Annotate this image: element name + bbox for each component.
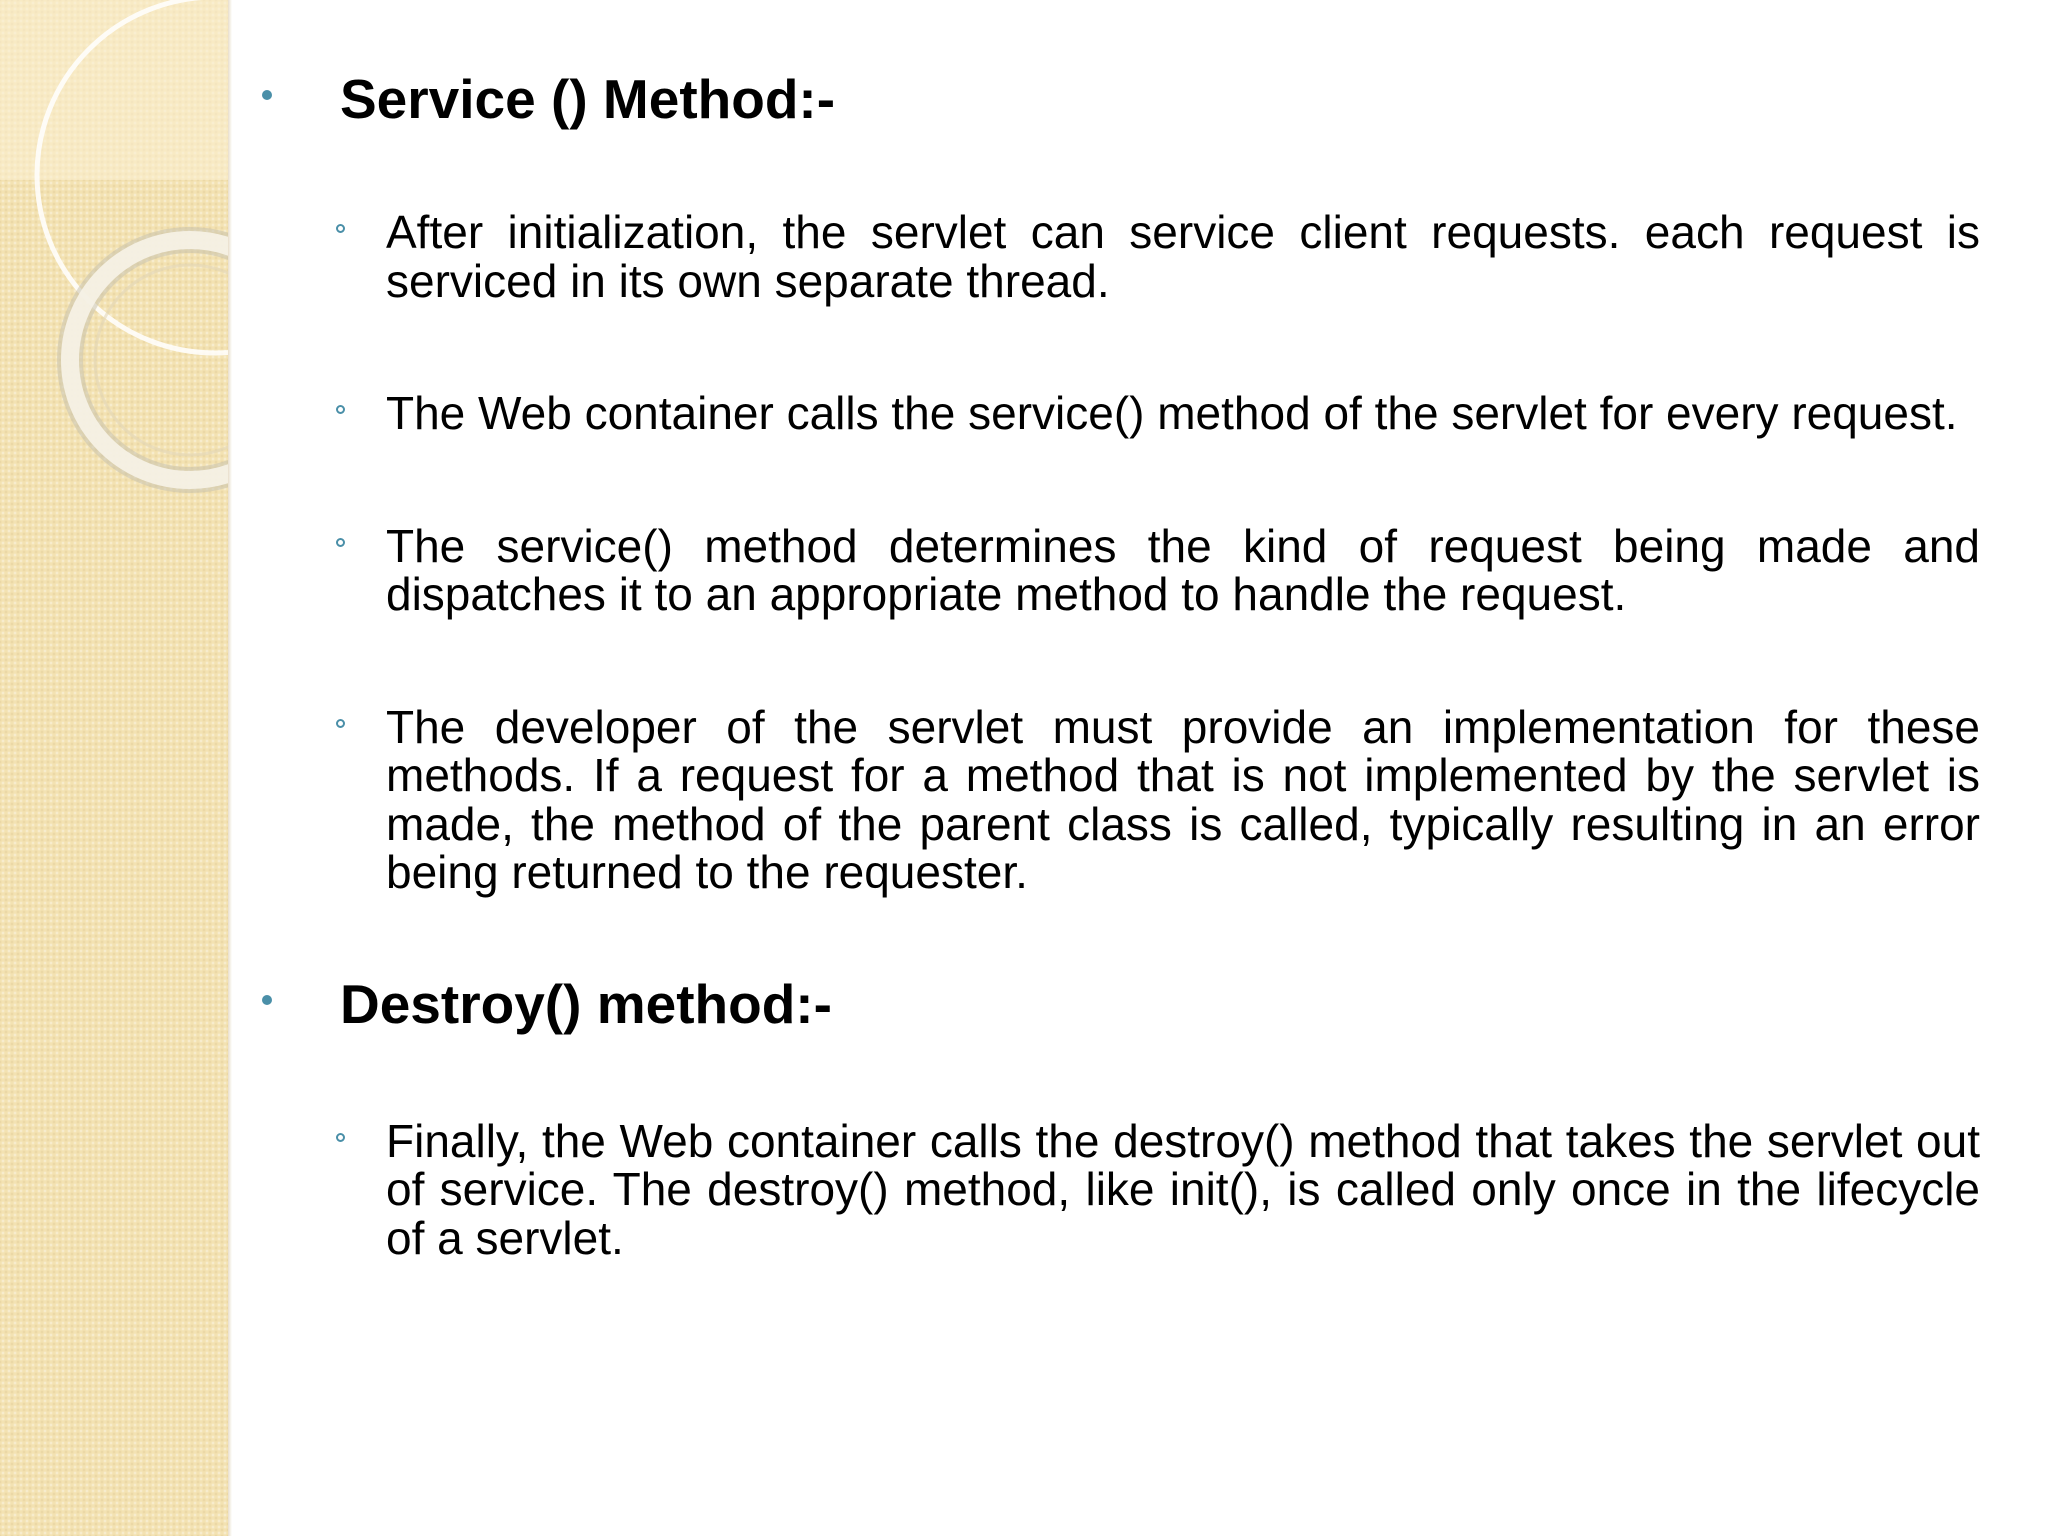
list-item [386,700,1980,898]
hollow-bullet-icon [336,405,345,414]
list-item-text: The developer of the servlet must provide an implementation for these methods. If a request for a method that is not implemented by the servlet is made, the method of the parent class is called, typically resulting in an error being returned to the requester. [386,700,1980,898]
list-item [386,208,1980,305]
list-item [386,519,1980,620]
list-item [386,1114,1980,1264]
section-title-service: Service () Method:- [340,68,836,130]
section-title-destroy: Destroy() method:- [340,972,832,1035]
hollow-bullet-icon [336,224,345,233]
side-band-edge [228,0,232,1536]
list-item-text: Finally, the Web container calls the destroy() method that takes the servlet out of service. The destroy() method, like init(), is called only once in the lifecycle of a servlet. [386,1114,1980,1264]
hollow-bullet-icon [336,538,345,547]
decorative-rings-graphic [0,0,228,520]
slide-content [252,64,1992,1262]
list-item-text: The Web container calls the service() method of the servlet for every request. [386,387,1958,439]
hollow-bullet-icon [336,1133,345,1142]
list-item-text: After initialization, the servlet can service client requests. each request is serviced in its own separate thread. [386,206,1980,307]
list-item [386,389,1980,438]
section-destroy-title-row [252,969,1992,1039]
section-service-title-row [252,64,1992,134]
bullet-dot-icon [262,995,272,1005]
hollow-bullet-icon [336,719,345,728]
list-item-text: The service() method determines the kind of request being made and dispatches it to an appropriate method to handle the request. [386,519,1980,620]
bullet-dot-icon [262,90,272,100]
